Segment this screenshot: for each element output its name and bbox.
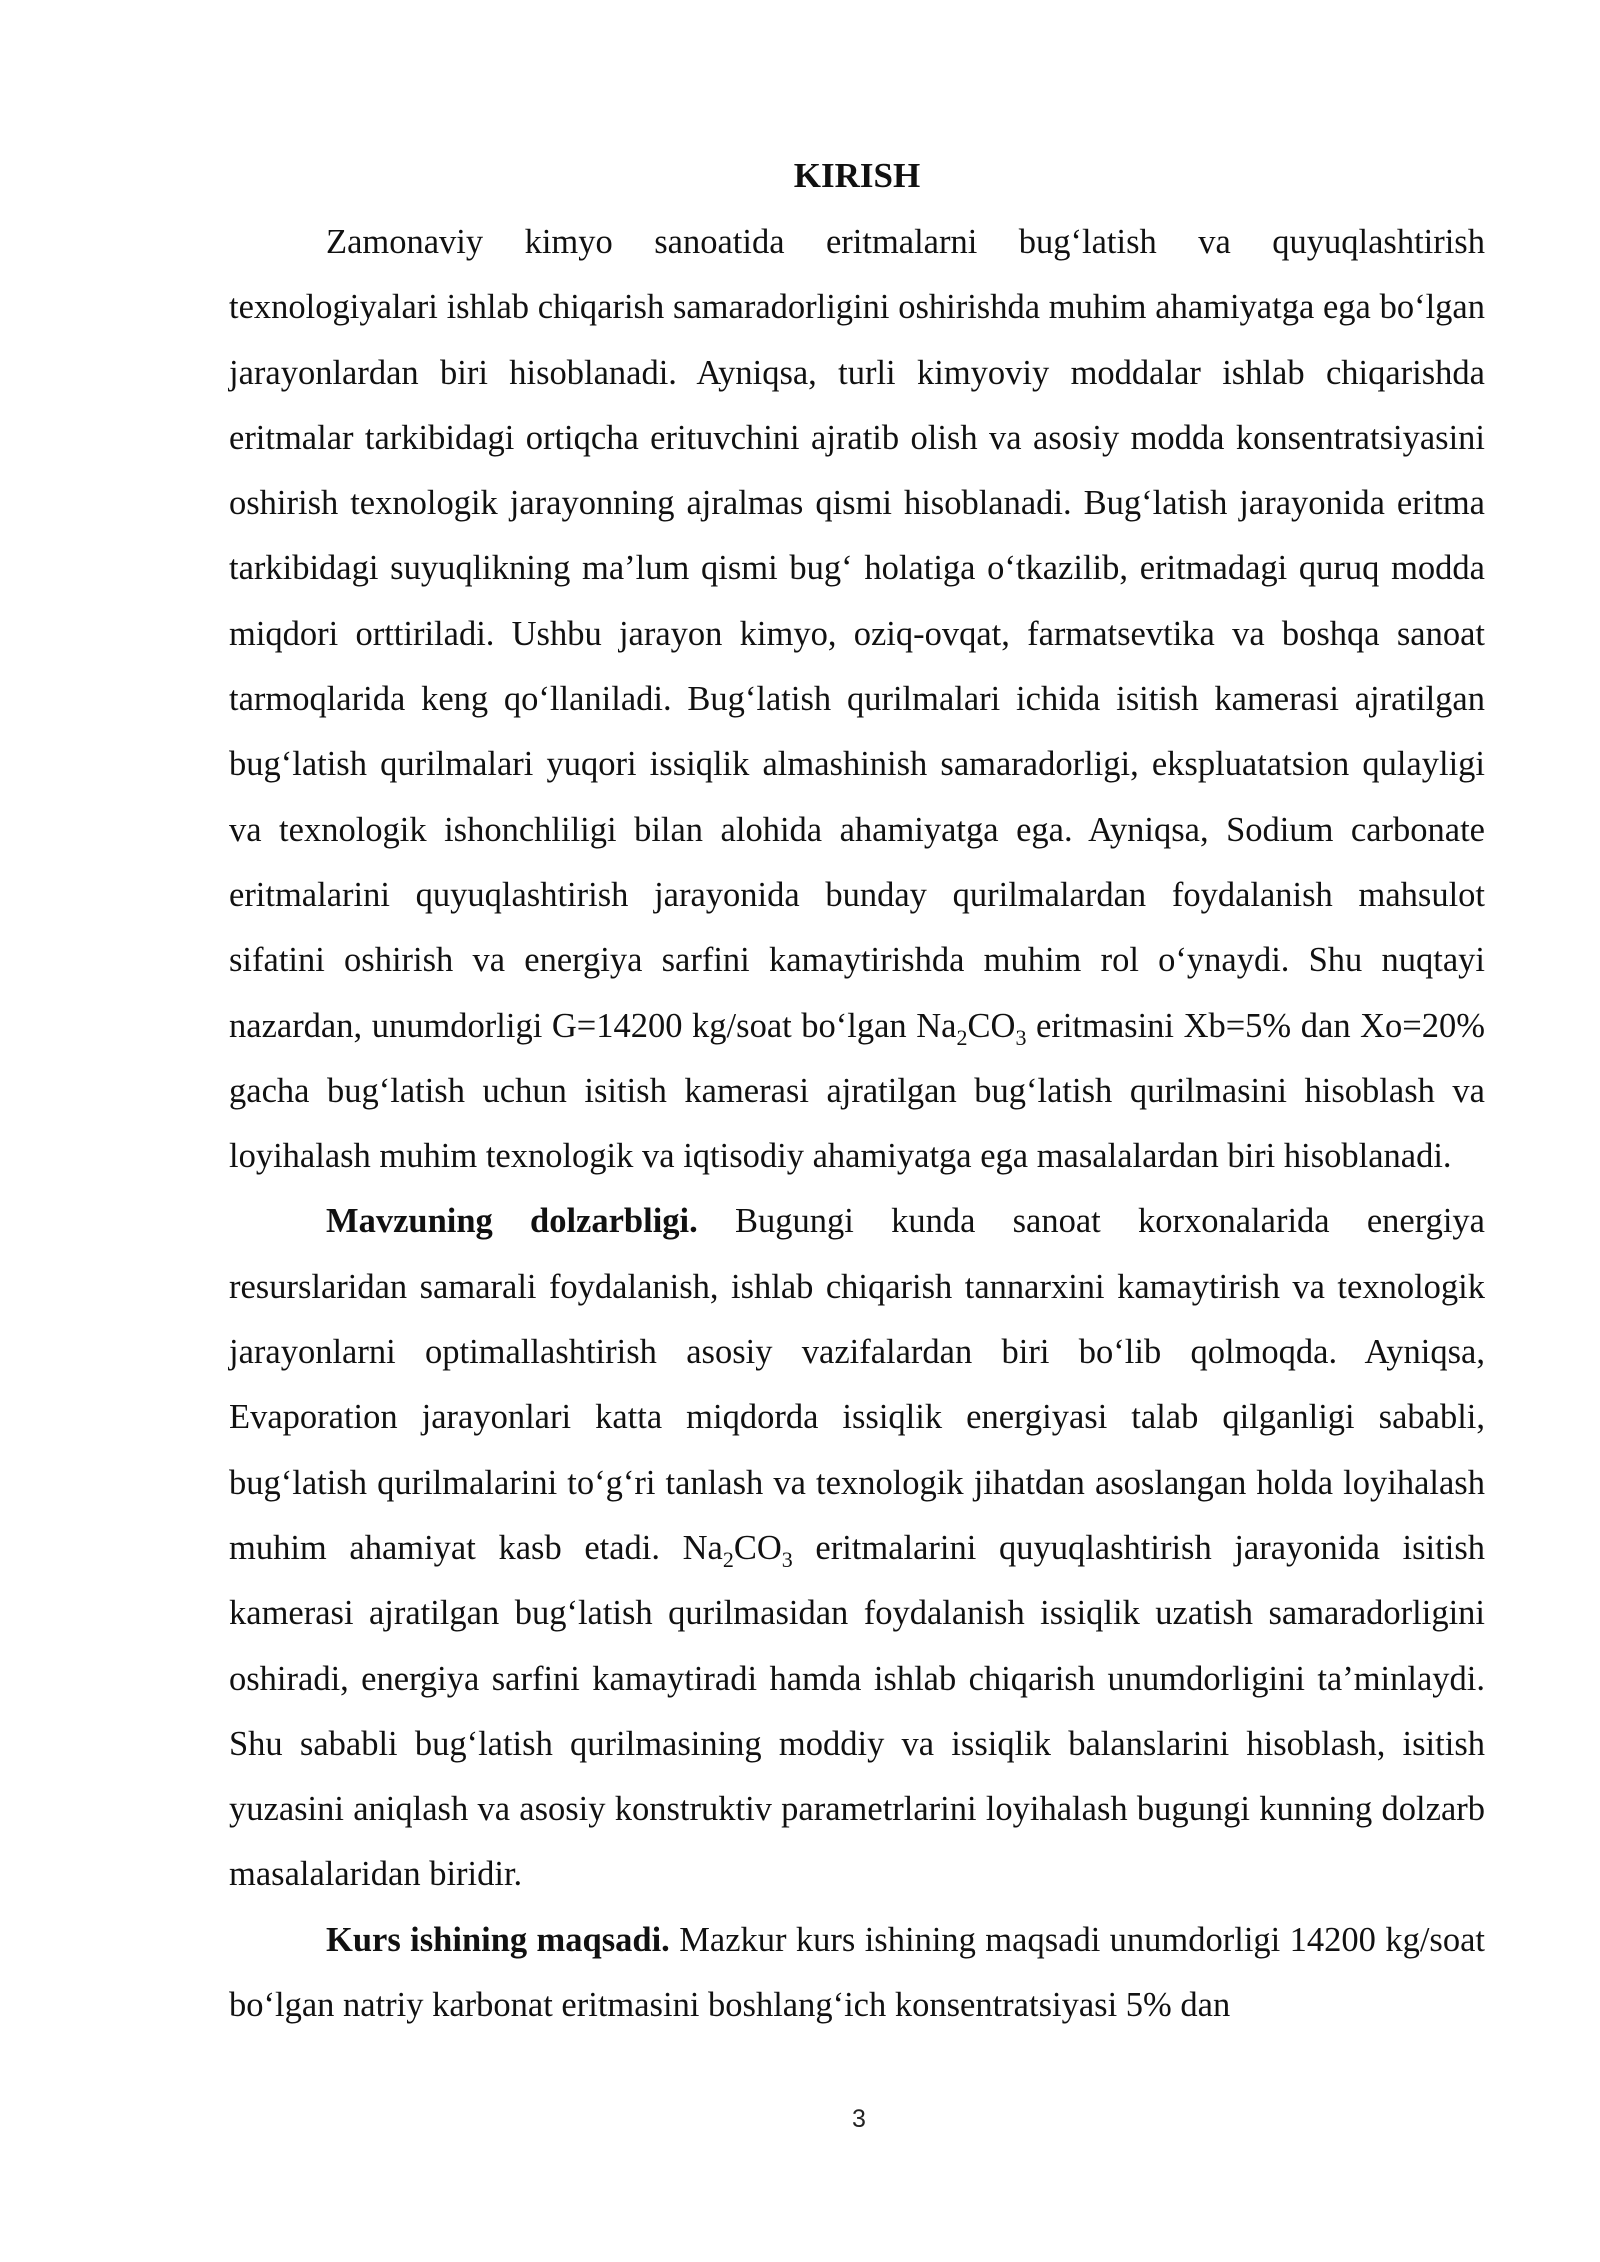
relevance-heading: Mavzuning dolzarbligi. <box>326 1202 698 1241</box>
goal-heading: Kurs ishining maqsadi. <box>326 1920 670 1959</box>
intro-text-3: eritmasini Xb=5% dan Xo=20% gacha bug‘latish uchun isitish kamerasi ajratilgan bug‘latish qurilmasini hisoblash va loyihalash muhim texnologik va iqtisodiy ahamiyatga ega masalalardan biri hisoblanadi. <box>229 1006 1486 1176</box>
relevance-text-2: CO <box>733 1528 782 1567</box>
relevance-text-3: eritmalarini quyuqlashtirish jarayonida isitish kamerasi ajratilgan bug‘latish qurilmasidan foydalanish issiqlik uzatish samaradorligini oshiradi, energiya sarfini kamaytiradi hamda ishlab chiqarish unumdorligini ta’minlaydi. Shu sababli bug‘latish qurilmasining moddiy va issiqlik balanslarini hisoblash, isitish yuzasini aniqlash va asosiy konstruktiv parametrlarini loyihalash bugungi kunning dolzarb masalalaridan biridir. <box>229 1528 1485 1894</box>
goal-paragraph <box>229 1908 1485 2039</box>
relevance-paragraph <box>229 1189 1485 1907</box>
intro-subscript-1: 2 <box>956 1024 968 1050</box>
document-page <box>229 150 1485 2038</box>
intro-subscript-2: 3 <box>1015 1024 1027 1050</box>
goal-text-1: Mazkur kurs ishining maqsadi unumdorligi 14200 kg/soat bo‘lgan natriy karbonat eritmasini boshlang‘ich konsentratsiyasi 5% dan <box>229 1920 1485 2025</box>
relevance-subscript-2: 3 <box>781 1546 793 1572</box>
section-title: KIRISH <box>793 156 921 195</box>
relevance-subscript-1: 2 <box>722 1546 734 1572</box>
intro-text-2: CO <box>967 1006 1016 1045</box>
relevance-text-1: Bugungi kunda sanoat korxonalarida energiya resurslaridan samarali foydalanish, ishlab chiqarish tannarxini kamaytirish va texnologik jarayonlarni optimallashtirish asosiy vazifalardan biri bo‘lib qolmoqda. Ayniqsa, Evaporation jarayonlari katta miqdorda issiqlik energiyasi talab qilganligi sababli, bug‘latish qurilmalarini to‘g‘ri tanlash va texnologik jihatdan asoslangan holda loyihalash muhim ahamiyat kasb etadi. Na <box>229 1202 1485 1567</box>
page-number: 3 <box>852 2105 866 2133</box>
intro-text-1: Zamonaviy kimyo sanoatida eritmalarni bug‘latish va quyuqlashtirish texnologiyalari ishlab chiqarish samaradorligini oshirishda muhim ahamiyatga ega bo‘lgan jarayonlardan biri hisoblanadi. Ayniqsa, turli kimyoviy moddalar ishlab chiqarishda eritmalar tarkibidagi ortiqcha erituvchini ajratib olish va asosiy modda konsentratsiyasini oshirish texnologik jarayonning ajralmas qismi hisoblanadi. Bug‘latish jarayonida eritma tarkibidagi suyuqlikning ma’lum qismi bug‘ holatiga o‘tkazilib, eritmadagi quruq modda miqdori orttiriladi. Ushbu jarayon kimyo, oziq-ovqat, farmatsevtika va boshqa sanoat tarmoqlarida keng qo‘llaniladi. Bug‘latish qurilmalari ichida isitish kamerasi ajratilgan bug‘latish qurilmalari yuqori issiqlik almashinish samaradorligi, ekspluatatsion qulayligi va texnologik ishonchliligi bilan alohida ahamiyatga ega. Ayniqsa, Sodium carbonate eritmalarini quyuqlashtirish jarayonida bunday qurilmalardan foydalanish mahsulot sifatini oshirish va energiya sarfini kamaytirishda muhim rol o‘ynaydi. Shu nuqtayi nazardan, unumdorligi G=14200 kg/soat bo‘lgan Na <box>229 223 1485 1045</box>
intro-paragraph <box>229 210 1485 1189</box>
